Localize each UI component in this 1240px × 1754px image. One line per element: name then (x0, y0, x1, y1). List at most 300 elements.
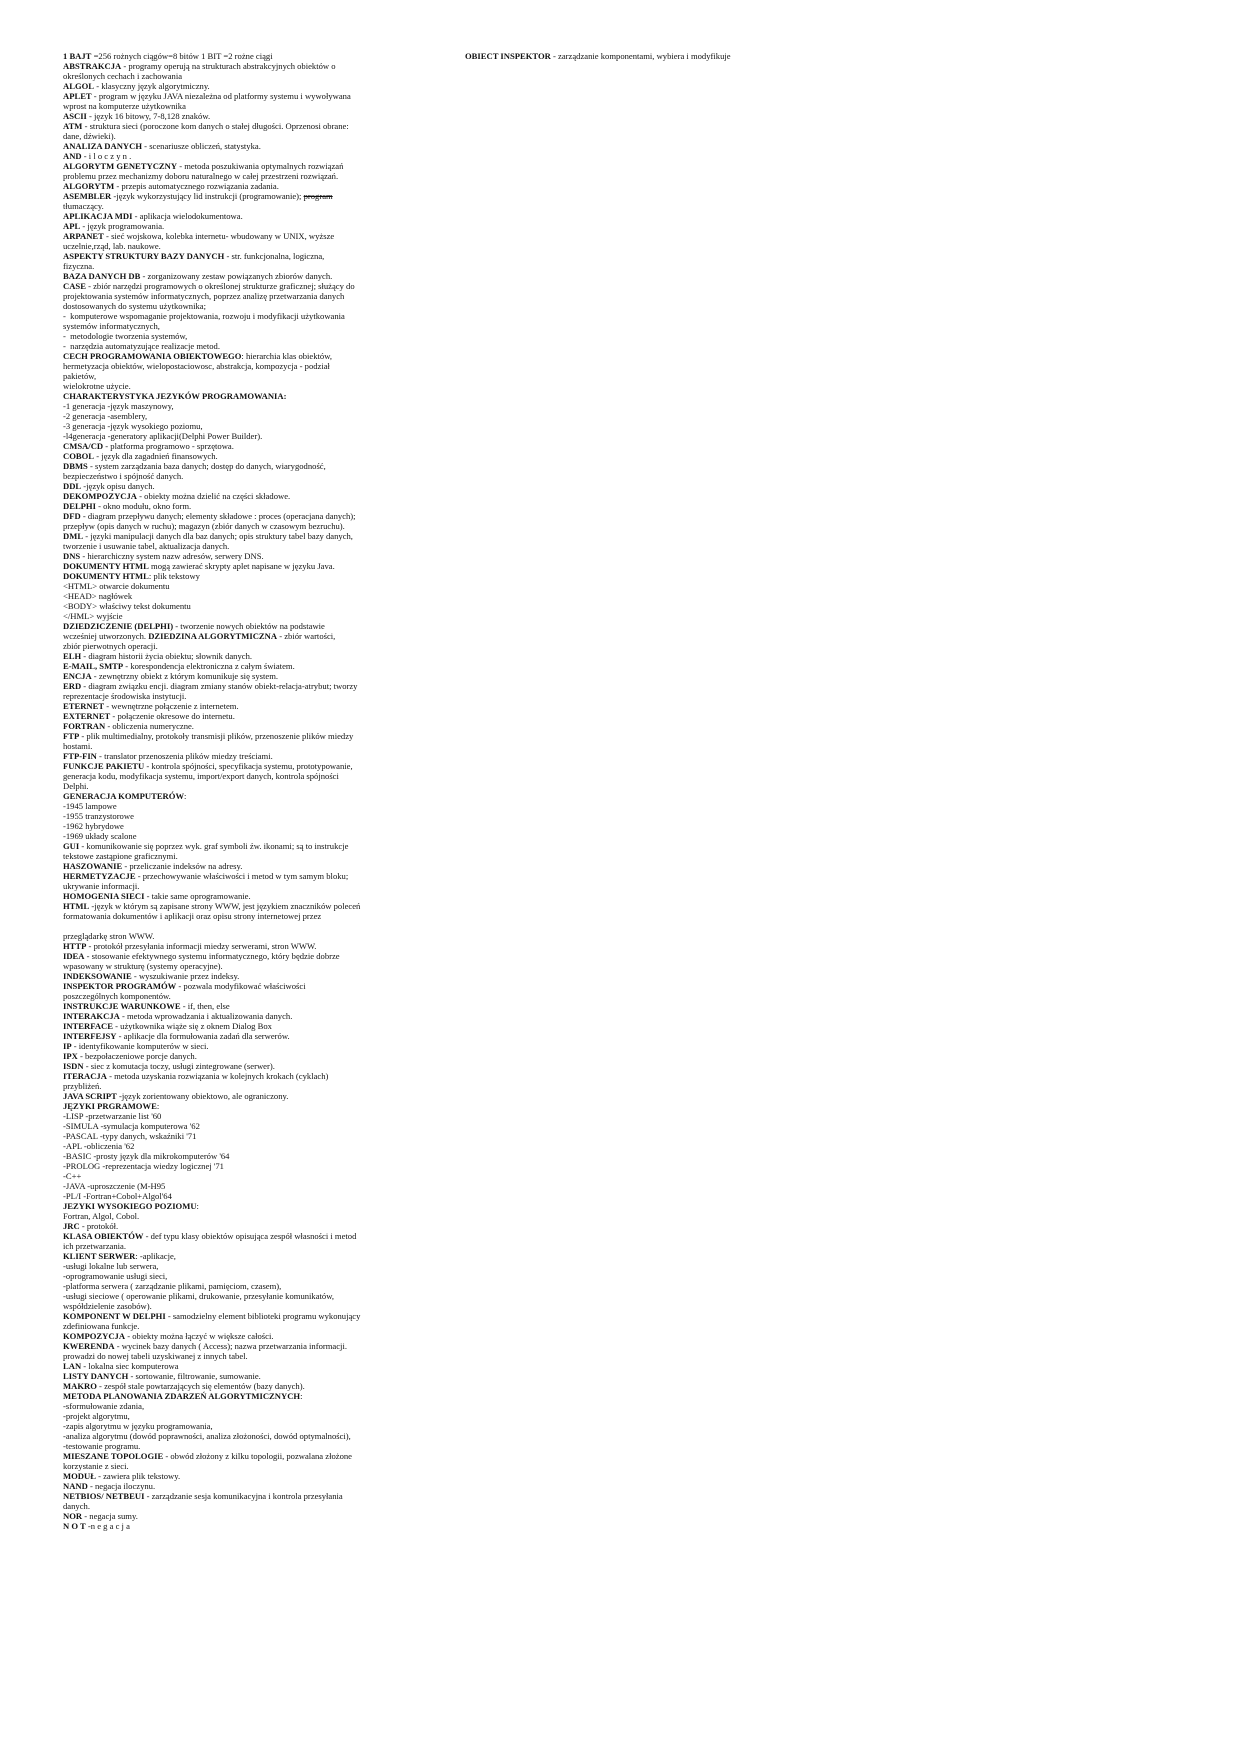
glossary-entry (63, 861, 463, 871)
glossary-term: ASCII (63, 111, 87, 121)
glossary-term: DDL (63, 481, 82, 491)
glossary-definition: - stosowanie efektywnego systemu informatycznego, który będzie dobrze (84, 951, 340, 961)
glossary-line (63, 811, 463, 821)
glossary-definition: Fortran, Algol, Cobol. (63, 1211, 140, 1221)
glossary-entry (63, 981, 463, 991)
glossary-line (63, 301, 463, 311)
glossary-definition: : (184, 791, 187, 801)
glossary-entry (63, 61, 463, 71)
glossary-line (63, 381, 463, 391)
glossary-definition: ich przetwarzania. (63, 1241, 126, 1251)
glossary-definition: hermetyzacja obiektów, wielopostaciowosc, abstrakcja, kompozycja - podział (63, 361, 330, 371)
glossary-definition: - hierarchiczny system nazw adresów, serwery DNS. (80, 551, 264, 561)
glossary-term: ANALIZA DANYCH (63, 141, 143, 151)
glossary-definition: -n e g a c j a (85, 1521, 130, 1531)
glossary-definition: dane, dźwieki). (63, 131, 116, 141)
glossary-definition: tekstowe zastąpione graficznymi. (63, 851, 178, 861)
glossary-entry (63, 1381, 463, 1391)
glossary-term: KLIENT SERWER (63, 1251, 136, 1261)
glossary-term: LAN (63, 1361, 82, 1371)
glossary-line (63, 1191, 463, 1201)
glossary-definition: -l4generacja -generatory aplikacji(Delphi Power Builder). (63, 431, 263, 441)
glossary-term: APLET (63, 91, 92, 101)
glossary-entry (63, 141, 463, 151)
glossary-term: N O T (63, 1521, 86, 1531)
glossary-term: ELH (63, 651, 82, 661)
glossary-definition: -1 generacja -język maszynowy, (63, 401, 174, 411)
glossary-line (63, 1161, 463, 1171)
glossary-definition: -usługi lokalne lub serwera, (63, 1261, 159, 1271)
glossary-entry (63, 1231, 463, 1241)
glossary-definition: -1969 układy scalone (63, 831, 137, 841)
glossary-definition: przeglądarkę stron WWW. (63, 931, 155, 941)
glossary-line (63, 1301, 463, 1311)
glossary-term: APLIKACJA MDI (63, 211, 133, 221)
glossary-definition: - def typu klasy obiektów opisująca zespół własności i metod (143, 1231, 357, 1241)
glossary-definition: -projekt algorytmu, (63, 1411, 130, 1421)
glossary-entry (63, 1201, 463, 1211)
glossary-definition: - negacja sumy. (82, 1511, 138, 1521)
glossary-entry (63, 481, 463, 491)
glossary-term: DBMS (63, 461, 88, 471)
glossary-definition: - if, then, else (180, 1001, 230, 1011)
glossary-line (63, 361, 463, 371)
glossary-entry (63, 1101, 463, 1111)
struck-text: program (303, 191, 333, 201)
glossary-definition: danych. (63, 1501, 90, 1511)
glossary-definition: - metoda wprowadzania i aktualizowania danych. (119, 1011, 293, 1021)
glossary-term: DEKOMPOZYCJA (63, 491, 137, 501)
glossary-term: IDEA (63, 951, 85, 961)
glossary-term: ISDN (63, 1061, 84, 1071)
glossary-definition: - obliczenia numeryczne. (105, 721, 194, 731)
glossary-entry (63, 761, 463, 771)
glossary-term: INDEKSOWANIE (63, 971, 132, 981)
glossary-term: KLASA OBIEKTÓW (63, 1231, 144, 1241)
glossary-entry (63, 1361, 463, 1371)
glossary-definition: - negacja iloczynu. (87, 1481, 156, 1491)
glossary-entry (63, 791, 463, 801)
glossary-definition: : plik tekstowy (148, 571, 200, 581)
glossary-definition: -język wykorzystujący lid instrukcji (programowanie); (111, 191, 304, 201)
glossary-term: FTP-FIN (63, 751, 97, 761)
glossary-definition: - przepis automatycznego rozwiązania zadania. (114, 181, 279, 191)
glossary-line (63, 101, 463, 111)
glossary-line (63, 991, 463, 1001)
glossary-entry (63, 1391, 463, 1401)
glossary-definition: - diagram związku encji. diagram zmiany stanów obiekt-relacja-atrybut; tworzy (81, 681, 358, 691)
glossary-definition: - identyfikowanie komputerów w sieci. (71, 1041, 209, 1051)
glossary-definition: - komunikowanie się poprzez wyk. graf symboli źw. ikonami; są to instrukcje (79, 841, 349, 851)
glossary-definition: tłumaczący. (63, 201, 104, 211)
glossary-entry (63, 81, 463, 91)
glossary-definition: -1945 lampowe (63, 801, 117, 811)
glossary-term: FORTRAN (63, 721, 106, 731)
glossary-entry (63, 1051, 463, 1061)
glossary-definition: -język opisu danych. (81, 481, 155, 491)
glossary-term: OBIECT INSPEKTOR (465, 51, 551, 61)
glossary-definition: - diagram historii życia obiektu; słownik danych. (81, 651, 253, 661)
glossary-term: NOR (63, 1511, 83, 1521)
glossary-entry (63, 1521, 463, 1531)
glossary-term: COBOL (63, 451, 95, 461)
glossary-entry (63, 501, 463, 511)
glossary-column-right (465, 51, 805, 61)
glossary-definition: hostami. (63, 741, 93, 751)
glossary-definition: dostosowanych do systemu użytkownika; (63, 301, 206, 311)
glossary-definition: wcześniej utworzonych. (63, 631, 149, 641)
glossary-line (63, 1421, 463, 1431)
glossary-definition: - język dla zagadnień finansowych. (94, 451, 218, 461)
glossary-definition: - programy operują na strukturach abstrakcyjnych obiektów o (121, 61, 336, 71)
glossary-entry (63, 841, 463, 851)
glossary-definition: - zbiór narzędzi programowych o określonej strukturze graficznej; służący do (85, 281, 355, 291)
glossary-term: INTERFACE (63, 1021, 113, 1031)
glossary-line (63, 1281, 463, 1291)
glossary-entry (63, 51, 463, 61)
glossary-entry (63, 111, 463, 121)
glossary-definition: -C++ (63, 1171, 82, 1181)
glossary-entry (63, 351, 463, 361)
glossary-entry (63, 441, 463, 451)
glossary-line (63, 371, 463, 381)
glossary-definition: przepływ (opis danych w ruchu); magazyn (zbiór danych w czasowym bezruchu). (63, 521, 345, 531)
glossary-definition: - bezpołaczeniowe porcje danych. (77, 1051, 197, 1061)
glossary-definition: zbiór pierwotnych operacji. (63, 641, 158, 651)
glossary-line (63, 781, 463, 791)
glossary-definition: - aplikacja wielodokumentowa. (132, 211, 243, 221)
glossary-line (63, 171, 463, 181)
glossary-definition: generacja kodu, modyfikacja systemu, import/export danych, kontrola spójności (63, 771, 339, 781)
glossary-entry (63, 271, 463, 281)
glossary-entry (63, 1471, 463, 1481)
glossary-column-left (63, 51, 463, 1531)
glossary-entry (63, 1021, 463, 1031)
glossary-definition: uczelnie,rząd, lab. naukowe. (63, 241, 161, 251)
glossary-definition: - komputerowe wspomaganie projektowania, rozwoju i modyfikacji użytkowania (63, 311, 345, 321)
glossary-term: ASPEKTY STRUKTURY BAZY DANYCH (63, 251, 225, 261)
glossary-definition: - zbiór wartości, (277, 631, 336, 641)
glossary-term: ETERNET (63, 701, 105, 711)
glossary-term: APL (63, 221, 81, 231)
glossary-term: ERD (63, 681, 82, 691)
glossary-definition: Delphi. (63, 781, 89, 791)
glossary-term: DZIEDZICZENIE (DELPHI) (63, 621, 174, 631)
glossary-entry (63, 1221, 463, 1231)
glossary-entry (63, 671, 463, 681)
glossary-definition: : hierarchia klas obiektów, (241, 351, 333, 361)
glossary-definition: </HML> wyjście (63, 611, 123, 621)
glossary-definition: -1955 tranzystorowe (63, 811, 134, 821)
glossary-term: MIESZANE TOPOLOGIE (63, 1451, 164, 1461)
glossary-definition: fizyczna. (63, 261, 95, 271)
glossary-line (63, 321, 463, 331)
glossary-definition: - plik multimedialny, protokoły transmisji plików, przenoszenie plików miedzy (79, 731, 354, 741)
glossary-term: METODA PLANOWANIA ZDARZEŃ ALGORYTMICZNYCH (63, 1391, 301, 1401)
glossary-entry (63, 571, 463, 581)
glossary-definition: korzystanie z sieci. (63, 1461, 129, 1471)
glossary-definition: -PROLOG -reprezentacja wiedzy logicznej '71 (63, 1161, 224, 1171)
glossary-definition: -język w którym są zapisane strony WWW, jest językiem znaczników poleceń (89, 901, 361, 911)
glossary-line (63, 691, 463, 701)
glossary-line (63, 921, 463, 931)
glossary-definition: projektowania systemów informatycznych, poprzez analizę przetwarzania danych (63, 291, 345, 301)
glossary-line (63, 1171, 463, 1181)
glossary-line (63, 1081, 463, 1091)
glossary-entry (63, 221, 463, 231)
glossary-entry (63, 1041, 463, 1051)
glossary-entry (63, 211, 463, 221)
glossary-definition: - wewnętrzne połączenie z internetem. (104, 701, 239, 711)
glossary-definition: - kontrola spójności, specyfikacja systemu, prototypowanie, (144, 761, 353, 771)
glossary-entry (63, 91, 463, 101)
glossary-term: ARPANET (63, 231, 104, 241)
glossary-line (63, 771, 463, 781)
glossary-definition: - str. funkcjonalna, logiczna, (224, 251, 325, 261)
glossary-definition: - platforma programowo - sprzętowa. (103, 441, 234, 451)
glossary-line (63, 421, 463, 431)
glossary-term: JĘZYKI PRGRAMOWE (63, 1101, 157, 1111)
glossary-entry (63, 971, 463, 981)
glossary-definition: -LISP -przetwarzanie list '60 (63, 1111, 162, 1121)
glossary-term: ALGORYTM GENETYCZNY (63, 161, 178, 171)
glossary-definition: - sortowanie, filtrowanie, sumowanie. (128, 1371, 261, 1381)
glossary-definition: <HEAD> nagłówek (63, 591, 133, 601)
glossary-definition: - siec z komutacja toczy, usługi zintegrowane (serwer). (83, 1061, 275, 1071)
glossary-definition: - pozwala modyfikować właściwości (176, 981, 306, 991)
glossary-line (63, 1411, 463, 1421)
glossary-entry (63, 181, 463, 191)
glossary-line (63, 411, 463, 421)
glossary-entry (63, 721, 463, 731)
glossary-term: JEZYKI WYSOKIEGO POZIOMU (63, 1201, 197, 1211)
glossary-entry (63, 1061, 463, 1071)
glossary-line (63, 471, 463, 481)
glossary-definition: - obiekty można łączyć w większe całości. (125, 1331, 274, 1341)
glossary-entry (63, 751, 463, 761)
glossary-line (63, 71, 463, 81)
glossary-line (63, 1401, 463, 1411)
glossary-definition: - scenariusze obliczeń, statystyka. (142, 141, 261, 151)
glossary-definition: - protokół przesyłania informacji miedzy serwerami, stron WWW. (86, 941, 317, 951)
glossary-definition: - system zarządzania baza danych; dostęp do danych, wiarygodność, (87, 461, 326, 471)
glossary-entry (63, 191, 463, 201)
glossary-definition: - metoda poszukiwania optymalnych rozwiązań (177, 161, 344, 171)
glossary-definition: -testowanie programu. (63, 1441, 141, 1451)
glossary-entry (63, 1011, 463, 1021)
glossary-definition: poszczególnych komponentów. (63, 991, 171, 1001)
glossary-term: HOMOGENIA SIECI (63, 891, 145, 901)
glossary-term: AND (63, 151, 82, 161)
glossary-term: HERMETYZACJE (63, 871, 136, 881)
glossary-line (63, 261, 463, 271)
glossary-term: GUI (63, 841, 80, 851)
glossary-line (63, 831, 463, 841)
glossary-entry (63, 1251, 463, 1261)
glossary-term: BAZA DANYCH DB (63, 271, 141, 281)
glossary-definition: <BODY> właściwy tekst dokumentu (63, 601, 191, 611)
glossary-line (63, 201, 463, 211)
glossary-line (63, 1111, 463, 1121)
glossary-entry (63, 281, 463, 291)
glossary-line (63, 431, 463, 441)
glossary-line (63, 1241, 463, 1251)
glossary-entry (63, 1511, 463, 1521)
glossary-term: IP (63, 1041, 72, 1051)
glossary-entry (63, 251, 463, 261)
glossary-term: DFD (63, 511, 81, 521)
glossary-term: ALGOL (63, 81, 95, 91)
glossary-definition: -usługi sieciowe ( operowanie plikami, drukowanie, przesyłanie komunikatów, (63, 1291, 335, 1301)
glossary-definition: -PL/I -Fortran+Cobol+Algol'64 (63, 1191, 172, 1201)
glossary-line (63, 801, 463, 811)
glossary-definition: formatowania dokumentów i aplikacji oraz opisu strony internetowej przez (63, 911, 322, 921)
glossary-term: KOMPONENT W DELPHI (63, 1311, 166, 1321)
glossary-line (63, 641, 463, 651)
glossary-line (63, 1151, 463, 1161)
glossary-definition: tworzenie i usuwanie tabel, aktualizacja danych. (63, 541, 230, 551)
glossary-term: CASE (63, 281, 86, 291)
glossary-term: DNS (63, 551, 81, 561)
glossary-term: DOKUMENTY HTML (63, 571, 149, 581)
glossary-entry (63, 871, 463, 881)
glossary-definition: - i l o c z y n . (81, 151, 132, 161)
glossary-definition: : (300, 1391, 303, 1401)
glossary-term: DELPHI (63, 501, 96, 511)
glossary-definition: - zorganizowany zestaw powiązanych zbiorów danych. (140, 271, 333, 281)
glossary-definition: reprezentacje środowiska instytucji. (63, 691, 187, 701)
glossary-term: INSTRUKCJE WARUNKOWE (63, 1001, 181, 1011)
glossary-entry (63, 1371, 463, 1381)
glossary-term: ENCJA (63, 671, 92, 681)
glossary-entry (63, 531, 463, 541)
glossary-entry (63, 731, 463, 741)
glossary-term: CMSA/CD (63, 441, 104, 451)
glossary-definition: - przechowywanie właściwości i metod w tym samym bloku; (135, 871, 349, 881)
glossary-term: INTERAKCJA (63, 1011, 120, 1021)
glossary-entry (63, 951, 463, 961)
glossary-definition: mogą zawierać skrypty aplet napisane w języku Java. (148, 561, 335, 571)
glossary-definition: - język programowania. (80, 221, 165, 231)
glossary-definition: -PASCAL -typy danych, wskaźniki '71 (63, 1131, 197, 1141)
glossary-term: ATM (63, 121, 83, 131)
glossary-line (63, 1141, 463, 1151)
glossary-line (63, 601, 463, 611)
glossary-term: DML (63, 531, 84, 541)
glossary-definition: współdzielenie zasobów). (63, 1301, 152, 1311)
glossary-entry (63, 1031, 463, 1041)
glossary-definition: -1962 hybrydowe (63, 821, 124, 831)
glossary-term: JRC (63, 1221, 80, 1231)
glossary-definition: - samodzielny element biblioteki programu wykonujący (165, 1311, 361, 1321)
glossary-definition: - zarządzanie sesja komunikacyjna i kontrola przesyłania (144, 1491, 343, 1501)
glossary-definition: - sieć wojskowa, kolebka internetu- wbudowany w UNIX, wyższe (103, 231, 335, 241)
glossary-definition: : (156, 1101, 160, 1111)
glossary-term: HTML (63, 901, 90, 911)
glossary-definition: - zespół stale powtarzających się elementów (bazy danych). (96, 1381, 305, 1391)
glossary-definition: -zapis algorytmu w języku programowania, (63, 1421, 213, 1431)
glossary-definition: - program w języku JAVA niezależna od platformy systemu i wywoływana (91, 91, 351, 101)
glossary-entry (63, 681, 463, 691)
glossary-line (63, 1461, 463, 1471)
glossary-line (63, 821, 463, 831)
glossary-definition: <HTML> otwarcie dokumentu (63, 581, 170, 591)
glossary-line (63, 241, 463, 251)
glossary-entry (63, 491, 463, 501)
glossary-term: EXTERNET (63, 711, 111, 721)
glossary-line (63, 331, 463, 341)
glossary-term: DZIEDZINA ALGORYTMICZNA (148, 631, 278, 641)
glossary-term: GENERACJA KOMPUTERÓW (63, 791, 185, 801)
glossary-definition: - przeliczanie indeksów na adresy. (122, 861, 243, 871)
glossary-line (63, 931, 463, 941)
glossary-definition: -sformułowanie zdania, (63, 1401, 145, 1411)
glossary-line (63, 1211, 463, 1221)
glossary-line (63, 1271, 463, 1281)
glossary-definition: - klasyczny język algorytmiczny. (94, 81, 210, 91)
glossary-entry (63, 121, 463, 131)
glossary-line (63, 611, 463, 621)
glossary-line (63, 541, 463, 551)
glossary-definition: - okno modułu, okno form. (95, 501, 192, 511)
glossary-line (63, 1431, 463, 1441)
glossary-definition: prowadzi do nowej tabeli uzyskiwanej z innych tabel. (63, 1351, 248, 1361)
glossary-definition: ukrywanie informacji. (63, 881, 140, 891)
glossary-definition: - aplikacje dla formułowania zadań dla serwerów. (116, 1031, 290, 1041)
glossary-definition: : (196, 1201, 199, 1211)
glossary-term: HTTP (63, 941, 87, 951)
glossary-entry (63, 711, 463, 721)
glossary-line (63, 1181, 463, 1191)
glossary-definition: - języki manipulacji danych dla baz danych; opis struktury tabel bazy danych, (83, 531, 353, 541)
glossary-term: HASZOWANIE (63, 861, 123, 871)
glossary-term: FUNKCJE PAKIETU (63, 761, 145, 771)
glossary-definition: wielokrotne użycie. (63, 381, 131, 391)
glossary-term: ITERACJA (63, 1071, 107, 1081)
glossary-definition: - połączenie okresowe do internetu. (110, 711, 235, 721)
glossary-definition: - narzędzia automatyzujące realizacje metod. (63, 341, 220, 351)
glossary-definition: - zewnętrzny obiekt z którym komunikuje się system. (91, 671, 279, 681)
glossary-definition: - wyszukiwanie przez indeksy. (131, 971, 240, 981)
glossary-definition: - obwód złożony z kilku topologii, pozwalana złożone (163, 1451, 352, 1461)
glossary-definition: -analiza algorytmu (dowód poprawności, analiza złożoności, dowód optymalności), (63, 1431, 351, 1441)
glossary-definition: -3 generacja -język wysokiego poziomu, (63, 421, 203, 431)
glossary-line (63, 1351, 463, 1361)
glossary-line (63, 131, 463, 141)
glossary-term: DOKUMENTY HTML (63, 561, 149, 571)
glossary-line (63, 1131, 463, 1141)
glossary-term: CECH PROGRAMOWANIA OBIEKTOWEGO (63, 351, 242, 361)
glossary-line (63, 401, 463, 411)
glossary-line (63, 741, 463, 751)
glossary-definition: - zarządzanie komponentami, wybiera i modyfikuje (550, 51, 731, 61)
glossary-entry (63, 701, 463, 711)
glossary-definition: - diagram przepływu danych; elementy składowe : proces (operacjana danych); (80, 511, 356, 521)
glossary-line (63, 851, 463, 861)
glossary-definition: - zawiera plik tekstowy. (95, 1471, 181, 1481)
glossary-line (63, 911, 463, 921)
glossary-term: KOMPOZYCJA (63, 1331, 126, 1341)
glossary-definition: -BASIC -prosty język dla mikrokomputerów '64 (63, 1151, 230, 1161)
glossary-term: E-MAIL, SMTP (63, 661, 124, 671)
glossary-definition: zdefiniowana funkcje. (63, 1321, 140, 1331)
glossary-definition: - takie same oprogramowanie. (144, 891, 251, 901)
glossary-entry (465, 51, 805, 61)
glossary-entry (63, 151, 463, 161)
glossary-term: NETBIOS/ NETBEUI (63, 1491, 145, 1501)
glossary-definition: - translator przenoszenia plików miedzy treściami. (96, 751, 273, 761)
glossary-term: MODUŁ (63, 1471, 96, 1481)
